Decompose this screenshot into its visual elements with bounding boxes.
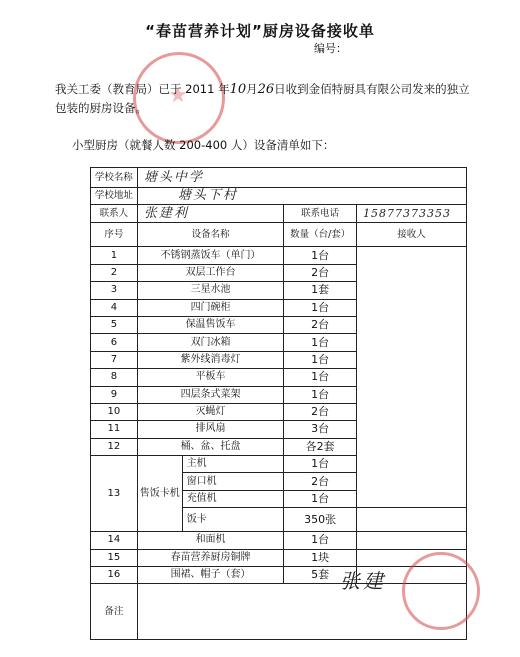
list-intro: 小型厨房（就餐人数 200-400 人）设备清单如下： xyxy=(72,138,335,152)
table-row: 9 四层条式菜架 1台 xyxy=(91,386,467,403)
intro-paragraph xyxy=(55,80,475,118)
table-row: 2 双层工作台 2台 xyxy=(91,264,467,281)
table-row: 窗口机 2台 xyxy=(91,473,467,490)
table-row: 4 四门碗柜 1台 xyxy=(91,299,467,316)
table-row: 5 保温售饭车 2台 xyxy=(91,316,467,333)
table-row: 15 春苗营养厨房铜牌 1块 xyxy=(91,549,467,566)
phone-value: 15877373353 xyxy=(357,205,467,223)
header-qty: 数量（台/套） xyxy=(284,223,357,247)
header-receiver: 接收人 xyxy=(357,223,467,247)
intro-day: 26 xyxy=(257,82,275,97)
table-row: 13 售饭卡机 主机 1台 xyxy=(91,456,467,473)
table-row: 充值机 1台 xyxy=(91,490,467,507)
table-row: 3 三星水池 1套 xyxy=(91,282,467,299)
intro-month: 10 xyxy=(229,82,247,97)
red-seal-stamp-bottom xyxy=(402,552,480,630)
table-row: 16 围裙、帽子（套） 5套 xyxy=(91,567,467,584)
table-row: 8 平板车 1台 xyxy=(91,369,467,386)
signature: 张建 xyxy=(340,569,386,593)
school-name-value: 塘头中学 xyxy=(137,168,466,188)
table-row: 10 灭蝇灯 2台 xyxy=(91,403,467,420)
receiver-cell xyxy=(357,247,467,508)
contact-label: 联系人 xyxy=(91,205,138,223)
table-row: 11 排风扇 3台 xyxy=(91,421,467,438)
intro-text-2: 月 xyxy=(246,82,258,96)
contact-value: 张建利 xyxy=(137,205,283,223)
header-no: 序号 xyxy=(91,223,138,247)
school-name-label: 学校名称 xyxy=(91,168,138,188)
header-name: 设备名称 xyxy=(137,223,283,247)
school-address-label: 学校地址 xyxy=(91,188,138,205)
document-title: “春苗营养计划”厨房设备接收单 xyxy=(145,22,375,40)
table-row: 6 双门冰箱 1台 xyxy=(91,334,467,351)
table-row: 12 桶、盆、托盘 各2套 xyxy=(91,438,467,455)
school-address-value: 塘头下村 xyxy=(137,188,466,205)
table-row: 14 和面机 1台 xyxy=(91,532,467,549)
table-row: 7 紫外线消毒灯 1台 xyxy=(91,351,467,368)
serial-number-label: 编号： xyxy=(314,42,347,55)
phone-label: 联系电话 xyxy=(284,205,357,223)
intro-text-1: 我关工委（教育局）已于 2011 年 xyxy=(55,82,230,96)
intro-text-3: 日收到金佰特厨具有限公司发来的独立包装的厨房设备。 xyxy=(55,82,470,115)
card-machine-group: 售饭卡机 xyxy=(137,456,182,532)
table-row: 1 不锈钢蒸饭车（单门） 1台 xyxy=(91,247,467,264)
table-row: 饭卡 350张 xyxy=(91,508,467,532)
remarks-label: 备注 xyxy=(91,584,138,640)
